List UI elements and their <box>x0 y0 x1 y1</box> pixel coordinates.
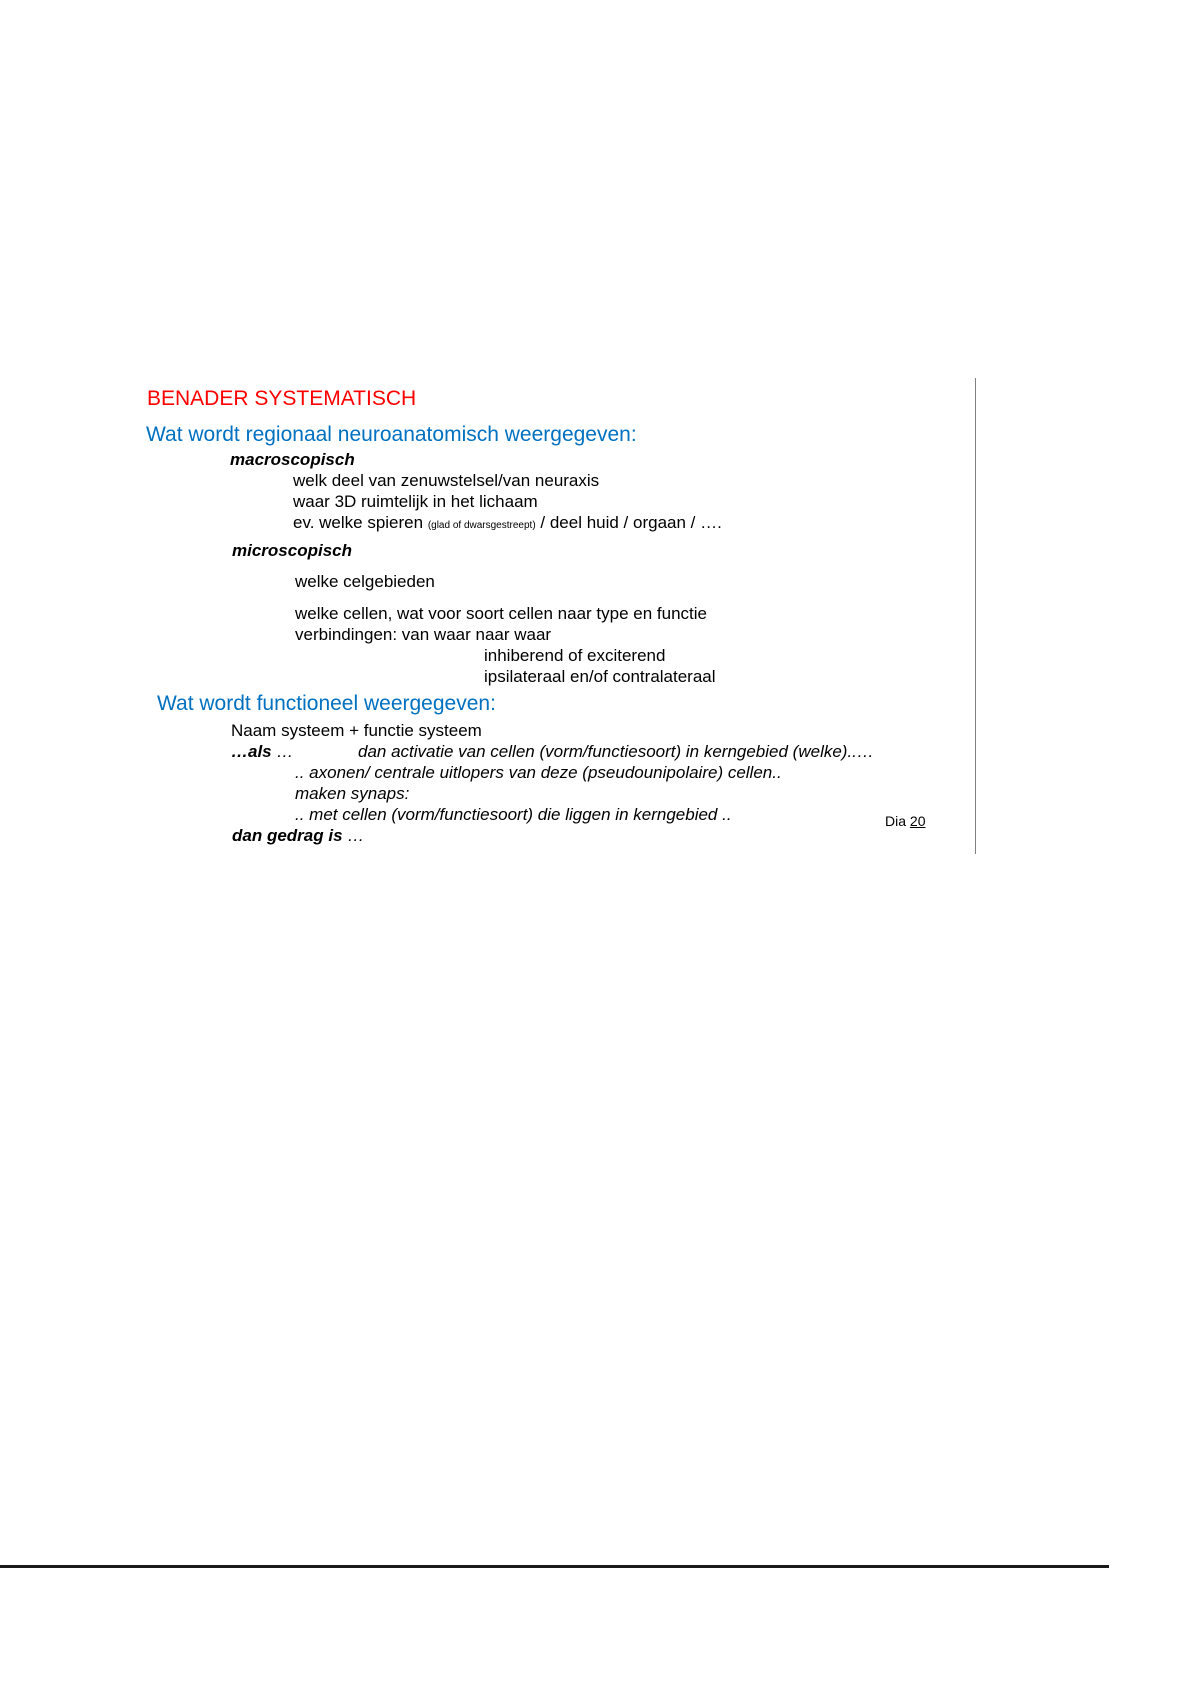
slide-number-label: Dia <box>885 813 910 829</box>
macro-line-3-start: ev. welke spieren <box>293 513 428 532</box>
als-prefix <box>231 742 293 762</box>
macro-line-1: welk deel van zenuwstelsel/van neuraxis <box>293 471 600 490</box>
vertical-divider <box>975 378 976 854</box>
slide-title: BENADER SYSTEMATISCH <box>147 387 417 410</box>
functional-line-3: .. axonen/ centrale uitlopers van deze (pseudounipolaire) cellen.. <box>295 763 782 782</box>
dan-line <box>232 826 364 846</box>
micro-label: microscopisch <box>232 541 352 560</box>
muscle-type-note: (glad of dwarsgestreept) <box>427 520 536 531</box>
macro-label: macroscopisch <box>230 450 355 469</box>
micro-line-1: welke celgebieden <box>295 572 435 591</box>
functional-line-2: dan activatie van cellen (vorm/functiesoort) in kerngebied (welke)..… <box>358 742 874 761</box>
als-ellipsis: … <box>271 742 294 761</box>
functional-line-4: maken synaps: <box>295 784 410 803</box>
micro-line-2: welke cellen, wat voor soort cellen naar type en functie <box>295 604 708 623</box>
micro-line-3: verbindingen: van waar naar waar <box>295 625 552 644</box>
micro-line-4: inhiberend of exciterend <box>484 646 666 665</box>
dan-ellipsis: … <box>342 826 365 845</box>
slide-number <box>885 813 925 829</box>
bottom-edge <box>0 1565 1109 1568</box>
als-bold: …als <box>231 742 272 761</box>
section-heading-functional: Wat wordt functioneel weergegeven: <box>157 692 496 715</box>
functional-line-1: Naam systeem + functie systeem <box>231 721 482 740</box>
macro-line-2: waar 3D ruimtelijk in het lichaam <box>293 492 538 511</box>
micro-line-5: ipsilateraal en/of contralateraal <box>484 667 716 686</box>
functional-line-5: .. met cellen (vorm/functiesoort) die liggen in kerngebied .. <box>295 805 732 824</box>
macro-line-3-end: / deel huid / orgaan / …. <box>535 513 722 532</box>
slide-number-value: 20 <box>909 813 926 829</box>
section-heading-regional: Wat wordt regionaal neuroanatomisch weergegeven: <box>146 423 637 446</box>
dan-bold: dan gedrag is <box>232 826 343 845</box>
macro-line-3 <box>293 513 722 533</box>
